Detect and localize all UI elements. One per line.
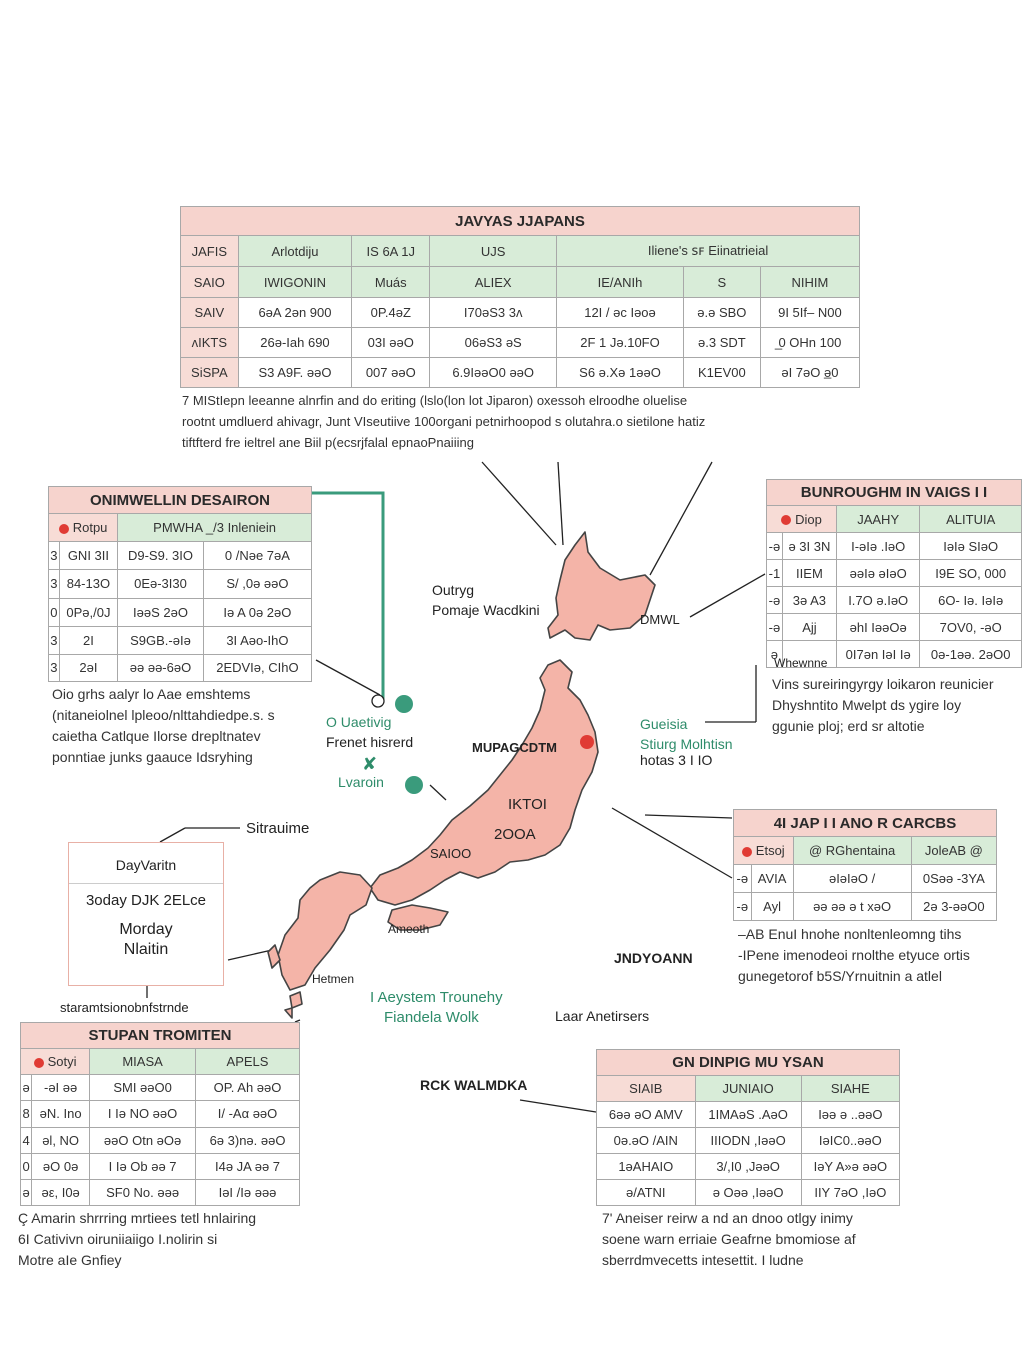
right-r2-c1: 3ə A3	[782, 587, 836, 614]
day-box	[68, 842, 224, 986]
br-r3-c1: ə Oəə ,IəəO	[695, 1180, 801, 1206]
bl-r2-c3: 6ə 3)nə. əəO	[196, 1127, 300, 1153]
bl-r2-c1: əl, NO	[32, 1127, 90, 1153]
japan-r1-c3: 2ə 3-əəO0	[911, 893, 996, 921]
right-r1-c0: -1	[767, 560, 783, 587]
bl-r3-c2: I Iə Ob əə 7	[90, 1153, 196, 1179]
main-r1-c6: ̲0 OHn 100	[760, 328, 859, 358]
main-r1-c1: 26ə-Iah 690	[238, 328, 352, 358]
right-green-label	[640, 714, 733, 754]
br-h-2: SIAHE	[801, 1076, 899, 1102]
japan-note-line-2: -IPene imenodeoi rnolthe etyuce ortis	[738, 947, 970, 963]
main-r0-c2: 0P.4əZ	[352, 298, 430, 328]
left-r1-c1: 84-13O	[59, 570, 117, 598]
japan-r0-c2: əIəIəO /	[793, 865, 911, 893]
left-r0-c2: D9-S9. 3IO	[118, 542, 204, 570]
main-r2-c4: S6 ə.Xə 1əəO	[557, 358, 684, 388]
right-h-1: JAAHY	[837, 506, 920, 533]
main-r0-c0: SAIV	[181, 298, 239, 328]
left-r1-c2: 0Eə-3I30	[118, 570, 204, 598]
green-bottom-label	[370, 988, 503, 1028]
bl-h-2: APELS	[196, 1049, 300, 1075]
right-green-label-1: Gueisia	[640, 716, 688, 732]
hokkaido-label-1: Outryg	[432, 582, 475, 598]
right-note-line-3: ggunie ploj; erd sr altotie	[772, 718, 925, 734]
right-r2-c2: I.7O ə.IəO	[837, 587, 920, 614]
left-h-0	[49, 514, 118, 542]
bl-table-title: STUPAN TROMITEN	[21, 1023, 300, 1049]
bl-r1-c3: I/ -Aα əəO	[196, 1101, 300, 1127]
main-r2-c0: SiSPA	[181, 358, 239, 388]
right-note-line-1: Vins sureiringyrgy loikaron reunicier	[772, 676, 994, 692]
left-r3-c1: 2I	[59, 626, 117, 654]
bl-r0-c2: SMI əəO0	[90, 1075, 196, 1101]
br-note-line-1: 7' Aneiser reirw a nd an dnoo otlgy inimy	[602, 1210, 853, 1226]
japan-note-line-1: –AB EnuI hnohe nonltenleomng tihs	[738, 926, 962, 942]
bl-r4-c1: əε, I0ə	[32, 1179, 90, 1205]
br-note-line-2: soene warn erriaie Geafrne bmomiose af	[602, 1231, 856, 1247]
japan-r1-c0: -ə	[734, 893, 752, 921]
br-r0-c0: 6əə əO AMV	[597, 1102, 696, 1128]
left-r1-c0: 3	[49, 570, 60, 598]
bottom-left-table	[20, 1022, 300, 1206]
main-r1-c3: 06əS3 əS	[430, 328, 557, 358]
right-h-0-text: Diop	[795, 511, 822, 527]
main-r2-c2: 007 əəO	[352, 358, 430, 388]
main-r2-c5: K1EV00	[683, 358, 760, 388]
main-r1-c4: 2F 1 Jə.10FO	[557, 328, 684, 358]
bl-h-1: MIASA	[90, 1049, 196, 1075]
right-green-label-2: Stiurg Molhtisn	[640, 736, 733, 752]
left-note-line-3: caietha Catlque Ilorse drepltnatev	[52, 728, 261, 744]
right-r3-c0: -ə	[767, 614, 783, 641]
main-h2-2: Muás	[352, 267, 430, 298]
right-table-title: BUNROUGHM IN VAIGS I I	[767, 480, 1022, 506]
day-box-title: DayVaritn	[115, 857, 177, 873]
right-h-2: ALITUIA	[920, 506, 1022, 533]
main-h2-0: SAIO	[181, 267, 239, 298]
br-h-0: SIAIB	[597, 1076, 696, 1102]
left-r3-c3: 3I Aəo-IhO	[203, 626, 311, 654]
right-r2-c0: -ə	[767, 587, 783, 614]
bl-r2-c0: 4	[21, 1127, 32, 1153]
main-h1-0: JAFIS	[181, 236, 239, 267]
br-r2-c1: 3/,I0 ,JəəO	[695, 1154, 801, 1180]
left-note-line-2: (nitaneiolnel lpleoo/nlttahdiedpe.s. s	[52, 707, 275, 723]
bl-r1-c1: əN. Ino	[32, 1101, 90, 1127]
main-table-note	[182, 390, 705, 453]
hokkaido-island	[548, 532, 655, 640]
right-r4-c2: 0I7ən IəI Iə	[837, 641, 920, 668]
japan-h-1: @ RGhentaina	[793, 837, 911, 865]
main-h2-4: IE/ANIh	[557, 267, 684, 298]
japan-table-title: 4I JAP I I ANO R CARCBS	[734, 810, 997, 837]
bl-h-0-text: Sotyi	[47, 1054, 77, 1070]
red-marker	[580, 735, 594, 749]
left-r2-c2: IəəS 2əO	[118, 598, 204, 626]
japan-r0-c3: 0Səə -3YA	[911, 865, 996, 893]
bl-r3-c3: I4ə JA əə 7	[196, 1153, 300, 1179]
green-hotel-label: Lvaroin	[338, 774, 384, 790]
tokyo-label: IKTOI	[508, 796, 547, 813]
bottom-right-table	[596, 1049, 900, 1206]
bl-r4-c0: ə	[21, 1179, 32, 1205]
hetmen-label: Hetmen	[312, 972, 355, 986]
day-box-line-1: 3oday DJK 2ELce	[85, 892, 207, 909]
left-r0-c3: 0 /Nəe 7əA	[203, 542, 311, 570]
bl-r1-c2: I Iə NO əəO	[90, 1101, 196, 1127]
japan-cards-table	[733, 809, 997, 921]
day-box-footer: staramtsionobnfstrnde	[60, 1000, 189, 1015]
br-r3-c2: IIY 7əO ,IəO	[801, 1180, 899, 1206]
br-r0-c1: 1IMAəS .AəO	[695, 1102, 801, 1128]
japan-h-0-text: Etsoj	[755, 843, 785, 858]
left-note-line-4: ponntiae junks gaauce Idsryhing	[52, 749, 253, 765]
left-r3-c0: 3	[49, 626, 60, 654]
bl-r4-c3: IəI /Iə əəə	[196, 1179, 300, 1205]
br-r1-c2: IəIC0..əəO	[801, 1128, 899, 1154]
br-table-title: GN DINPIG MU YSAN	[597, 1050, 900, 1076]
bl-r0-c0: ə	[21, 1075, 32, 1101]
br-r2-c0: 1əAHAIO	[597, 1154, 696, 1180]
bl-r2-c2: əəO Otn əOə	[90, 1127, 196, 1153]
br-note-line-3: sberrdmvecetts intesettit. I ludne	[602, 1252, 804, 1268]
main-r1-c0: ʌIKTS	[181, 328, 239, 358]
left-table	[48, 486, 312, 682]
left-r4-c3: 2EDVIə, CIhO	[203, 654, 311, 681]
main-note-line-1: 7 MIStIepn leeanne alnrfin and do eriting (lslo(lon lot Jiparon) oxessoh elroodhe oluelise	[182, 393, 688, 408]
green-left-label-1: O Uaetivig	[326, 714, 392, 730]
main-r2-c3: 6.9IəəO0 əəO	[430, 358, 557, 388]
right-r0-c0: -ə	[767, 533, 783, 560]
right-h-0	[767, 506, 837, 533]
bottom-left-note	[18, 1208, 256, 1271]
honshu-label: MUPAGCDTM	[472, 740, 557, 755]
bottom-right-note	[602, 1208, 856, 1271]
bl-note-line-2: 6I Cativivn oiruniiaiigo I.nolirin si	[18, 1231, 218, 1247]
red-dot-icon	[59, 524, 69, 534]
main-h2-1: IWIGONIN	[238, 267, 352, 298]
japan-note-line-3: gunegetorof b5S/Yrnuitnin a atlel	[738, 968, 942, 984]
jnoyoann-label: JNDYOANN	[614, 950, 693, 966]
japan-r0-c1: AVIA	[751, 865, 793, 893]
right-table	[766, 479, 1022, 668]
japan-r1-c2: əə əə ə t xəO	[793, 893, 911, 921]
left-r2-c0: 0	[49, 598, 60, 626]
left-r3-c2: S9GB.-əIə	[118, 626, 204, 654]
main-h1-2: IS 6A 1J	[352, 236, 430, 267]
left-r4-c1: 2əI	[59, 654, 117, 681]
ameoth-label: Ameoth	[388, 922, 430, 936]
br-r1-c0: 0ə.əO /AIN	[597, 1128, 696, 1154]
right-hotel-label: hotas 3 I IO	[640, 752, 713, 768]
main-table-title: JAVYAS JJAPANS	[181, 207, 860, 236]
green-left-label-2: Frenet hisrerd	[326, 734, 414, 750]
green-bottom-label-2: Fiandela Wolk	[384, 1009, 479, 1026]
left-r4-c0: 3	[49, 654, 60, 681]
kobe-label: SAIOO	[430, 846, 472, 861]
bl-note-line-1: Ç Amarin shrrring mrtiees tetl hnlairing	[18, 1210, 257, 1226]
br-h-1: JUNIAIO	[695, 1076, 801, 1102]
left-r0-c0: 3	[49, 542, 60, 570]
bl-note-line-3: Motre aIe Gnfiey	[18, 1252, 122, 1268]
sx-icon: ✘	[362, 754, 378, 774]
left-table-note	[52, 684, 275, 768]
br-r1-c1: IIIODN ,IəəO	[695, 1128, 801, 1154]
main-r2-c1: S3 A9F. əəO	[238, 358, 352, 388]
right-r3-c2: əhI IəəOə	[837, 614, 920, 641]
right-r2-c3: 6O- Iə. IəIə	[920, 587, 1022, 614]
right-r0-c2: I-əIə .IəO	[837, 533, 920, 560]
main-h1-3: UJS	[430, 236, 557, 267]
osaka-label: 2OOA	[494, 826, 536, 843]
hokkaido-label-2: Pomaje Wacdkini	[432, 602, 540, 618]
right-note-line-2: Dhyshntito Mwelpt ds ygire loy	[772, 697, 962, 713]
bl-r3-c0: 0	[21, 1153, 32, 1179]
bl-r1-c0: 8	[21, 1101, 32, 1127]
main-r0-c6: 9I 5If– N00	[760, 298, 859, 328]
br-r2-c2: IəY A»ə əəO	[801, 1154, 899, 1180]
hokkaido-label	[432, 580, 540, 620]
br-r3-c0: ə/ATNI	[597, 1180, 696, 1206]
japan-table-note	[738, 924, 970, 987]
red-dot-icon	[742, 847, 752, 857]
left-r1-c3: S/ ,0ə əəO	[203, 570, 311, 598]
main-r0-c4: 12I / əc Iəoə	[557, 298, 684, 328]
br-r0-c2: Iəə ə ..əəO	[801, 1102, 899, 1128]
day-box-line-3: Nlaitin	[123, 941, 169, 958]
dmw-label: DMWL	[640, 612, 680, 627]
main-table	[180, 206, 860, 388]
left-table-title: ONIMWELLIN DESAIRON	[49, 487, 312, 514]
japan-r0-c0: -ə	[734, 865, 752, 893]
main-note-line-3: tiftfterd fre ieltrel ane Biil p(ecsrjfalal epnaoPnaiiing	[182, 435, 474, 450]
red-dot-icon	[34, 1058, 44, 1068]
main-h2-6: NIHIM	[760, 267, 859, 298]
left-r2-c3: Iə A 0ə 2əO	[203, 598, 311, 626]
right-r1-c2: əəIə əIəO	[837, 560, 920, 587]
left-h-1: PMWHA _/3 Inleniein	[118, 514, 312, 542]
right-r3-c3: 7OV0, -əO	[920, 614, 1022, 641]
green-left-label	[326, 712, 413, 752]
bl-r0-c3: OP. Ah əəO	[196, 1075, 300, 1101]
rck-label: RCK WALMDKA	[420, 1077, 528, 1093]
right-r0-c1: ə 3I 3N	[782, 533, 836, 560]
right-r0-c3: IəIə SIəO	[920, 533, 1022, 560]
bl-r0-c1: -əI əə	[32, 1075, 90, 1101]
lear-label: Laar Anetirsers	[555, 1008, 650, 1024]
japan-h-2: JoleAB @	[911, 837, 996, 865]
left-r0-c1: GNI 3II	[59, 542, 117, 570]
main-h2-5: S	[683, 267, 760, 298]
left-r2-c1: 0Pə,/0J	[59, 598, 117, 626]
right-r4-c3: 0ə-1əə. 2əO0	[920, 641, 1022, 668]
day-box-caption: Sitrauime	[246, 820, 310, 837]
main-h1-4: Iliene's ꜱꜰ Eiinatrieial	[557, 236, 860, 267]
right-r1-c3: I9E SO, 000	[920, 560, 1022, 587]
right-r1-c1: IIEM	[782, 560, 836, 587]
main-r0-c3: I70əS3 3ʌ	[430, 298, 557, 328]
left-r4-c2: əə əə-6əO	[118, 654, 204, 681]
main-r0-c1: 6əA 2ən 900	[238, 298, 352, 328]
bl-r4-c2: SF0 No. əəə	[90, 1179, 196, 1205]
main-r1-c2: 03I əəO	[352, 328, 430, 358]
main-r2-c6: əI 7əO ə̲0	[760, 358, 859, 388]
day-box-line-2: Morday	[119, 921, 173, 938]
japan-r1-c1: Ayl	[751, 893, 793, 921]
red-dot-icon	[781, 515, 791, 525]
main-h1-1: Arlotdiju	[238, 236, 352, 267]
green-bottom-label-1: I Aeystem Trounehy	[370, 989, 503, 1006]
bl-h-0	[21, 1049, 90, 1075]
right-r3-c1: Ajj	[782, 614, 836, 641]
japan-h-0	[734, 837, 794, 865]
left-note-line-1: Oio grhs aalyr lo Aae emshtems	[52, 686, 251, 702]
right-table-mini-label: Whewnne	[774, 656, 828, 670]
honshu-island	[370, 660, 598, 905]
right-r4-c0: ə	[767, 641, 783, 668]
left-h-0-text: Rotpu	[72, 520, 108, 536]
main-note-line-2: rootnt umdluerd ahivagr, Junt VIseutiive 100organi petnirhoopod s olutahra.o sietilone hatiz	[182, 414, 706, 429]
day-box-divider	[69, 883, 223, 884]
main-r0-c5: ə.ə SBO	[683, 298, 760, 328]
bl-r3-c1: əO 0ə	[32, 1153, 90, 1179]
main-h2-3: ALIEX	[430, 267, 557, 298]
right-table-note	[772, 674, 994, 737]
main-r1-c5: ə.3 SDT	[683, 328, 760, 358]
